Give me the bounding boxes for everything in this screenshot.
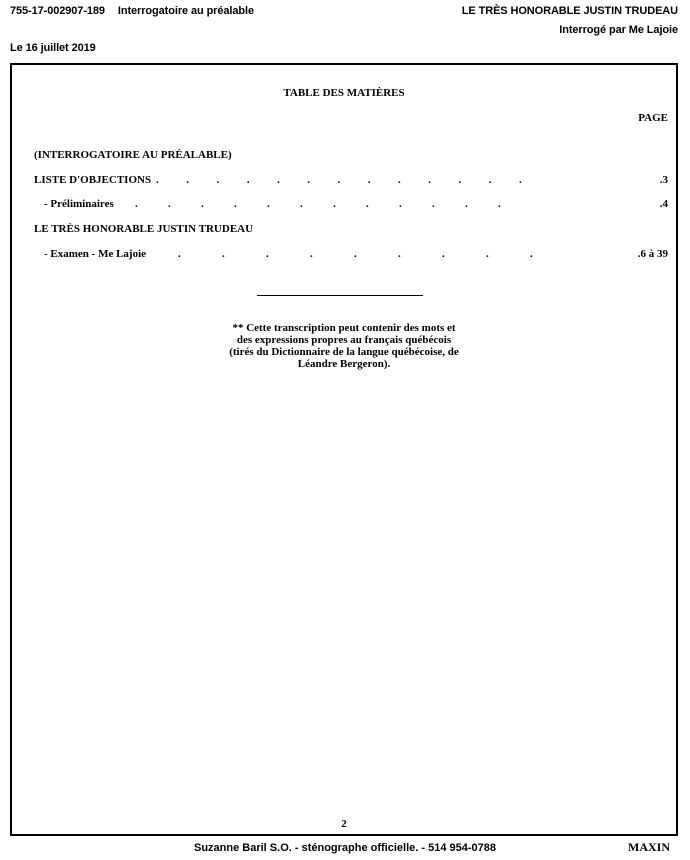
- toc-entry-page: .6 à 39: [637, 248, 668, 260]
- transcription-note: [12, 322, 676, 370]
- dot-leader: . . . . . . . . .: [178, 248, 533, 260]
- toc-entry-page: .4: [659, 198, 668, 210]
- examined-by: Interrogé par Me Lajoie: [559, 24, 678, 36]
- proceeding-type: Interrogatoire au préalable: [117, 5, 254, 17]
- toc-entry-label: - Examen - Me Lajoie: [44, 248, 147, 260]
- case-header: [10, 5, 254, 17]
- hearing-date: Le 16 juillet 2019: [10, 42, 96, 54]
- note-line: ** Cette transcription peut contenir des mots et: [232, 322, 456, 334]
- toc-entry-label: LE TRÈS HONORABLE JUSTIN TRUDEAU: [34, 223, 254, 235]
- toc-entry-label: - Préliminaires: [44, 198, 114, 210]
- toc-entry: [44, 198, 668, 212]
- toc-section-heading: (INTERROGATOIRE AU PRÉALABLE): [34, 149, 232, 161]
- dot-leader: . . . . . . . . . . . .: [135, 198, 501, 210]
- maxin-logo: MAXIN: [628, 840, 670, 854]
- footer-stenographer: Suzanne Baril S.O. - sténographe officielle. - 514 954-0788: [194, 842, 496, 854]
- page-number: 2: [341, 818, 347, 830]
- toc-entry: [44, 248, 668, 262]
- toc-title: TABLE DES MATIÈRES: [283, 87, 405, 99]
- toc-entry-label: LISTE D'OBJECTIONS: [34, 174, 152, 186]
- toc-entry: [34, 223, 668, 237]
- page-column-heading: PAGE: [638, 112, 668, 124]
- toc-entry: [34, 174, 668, 188]
- note-line: des expressions propres au français québécois: [236, 334, 452, 346]
- note-line: (tirés du Dictionnaire de la langue québécoise, de: [229, 346, 459, 358]
- note-line: Léandre Bergeron).: [297, 358, 391, 370]
- case-number: 755-17-002907-189: [10, 5, 105, 17]
- witness-name: LE TRÈS HONORABLE JUSTIN TRUDEAU: [461, 5, 678, 17]
- divider: [257, 295, 423, 296]
- page-frame: [10, 63, 678, 836]
- toc-entry-page: .3: [659, 174, 668, 186]
- dot-leader: . . . . . . . . . . . . .: [156, 174, 522, 186]
